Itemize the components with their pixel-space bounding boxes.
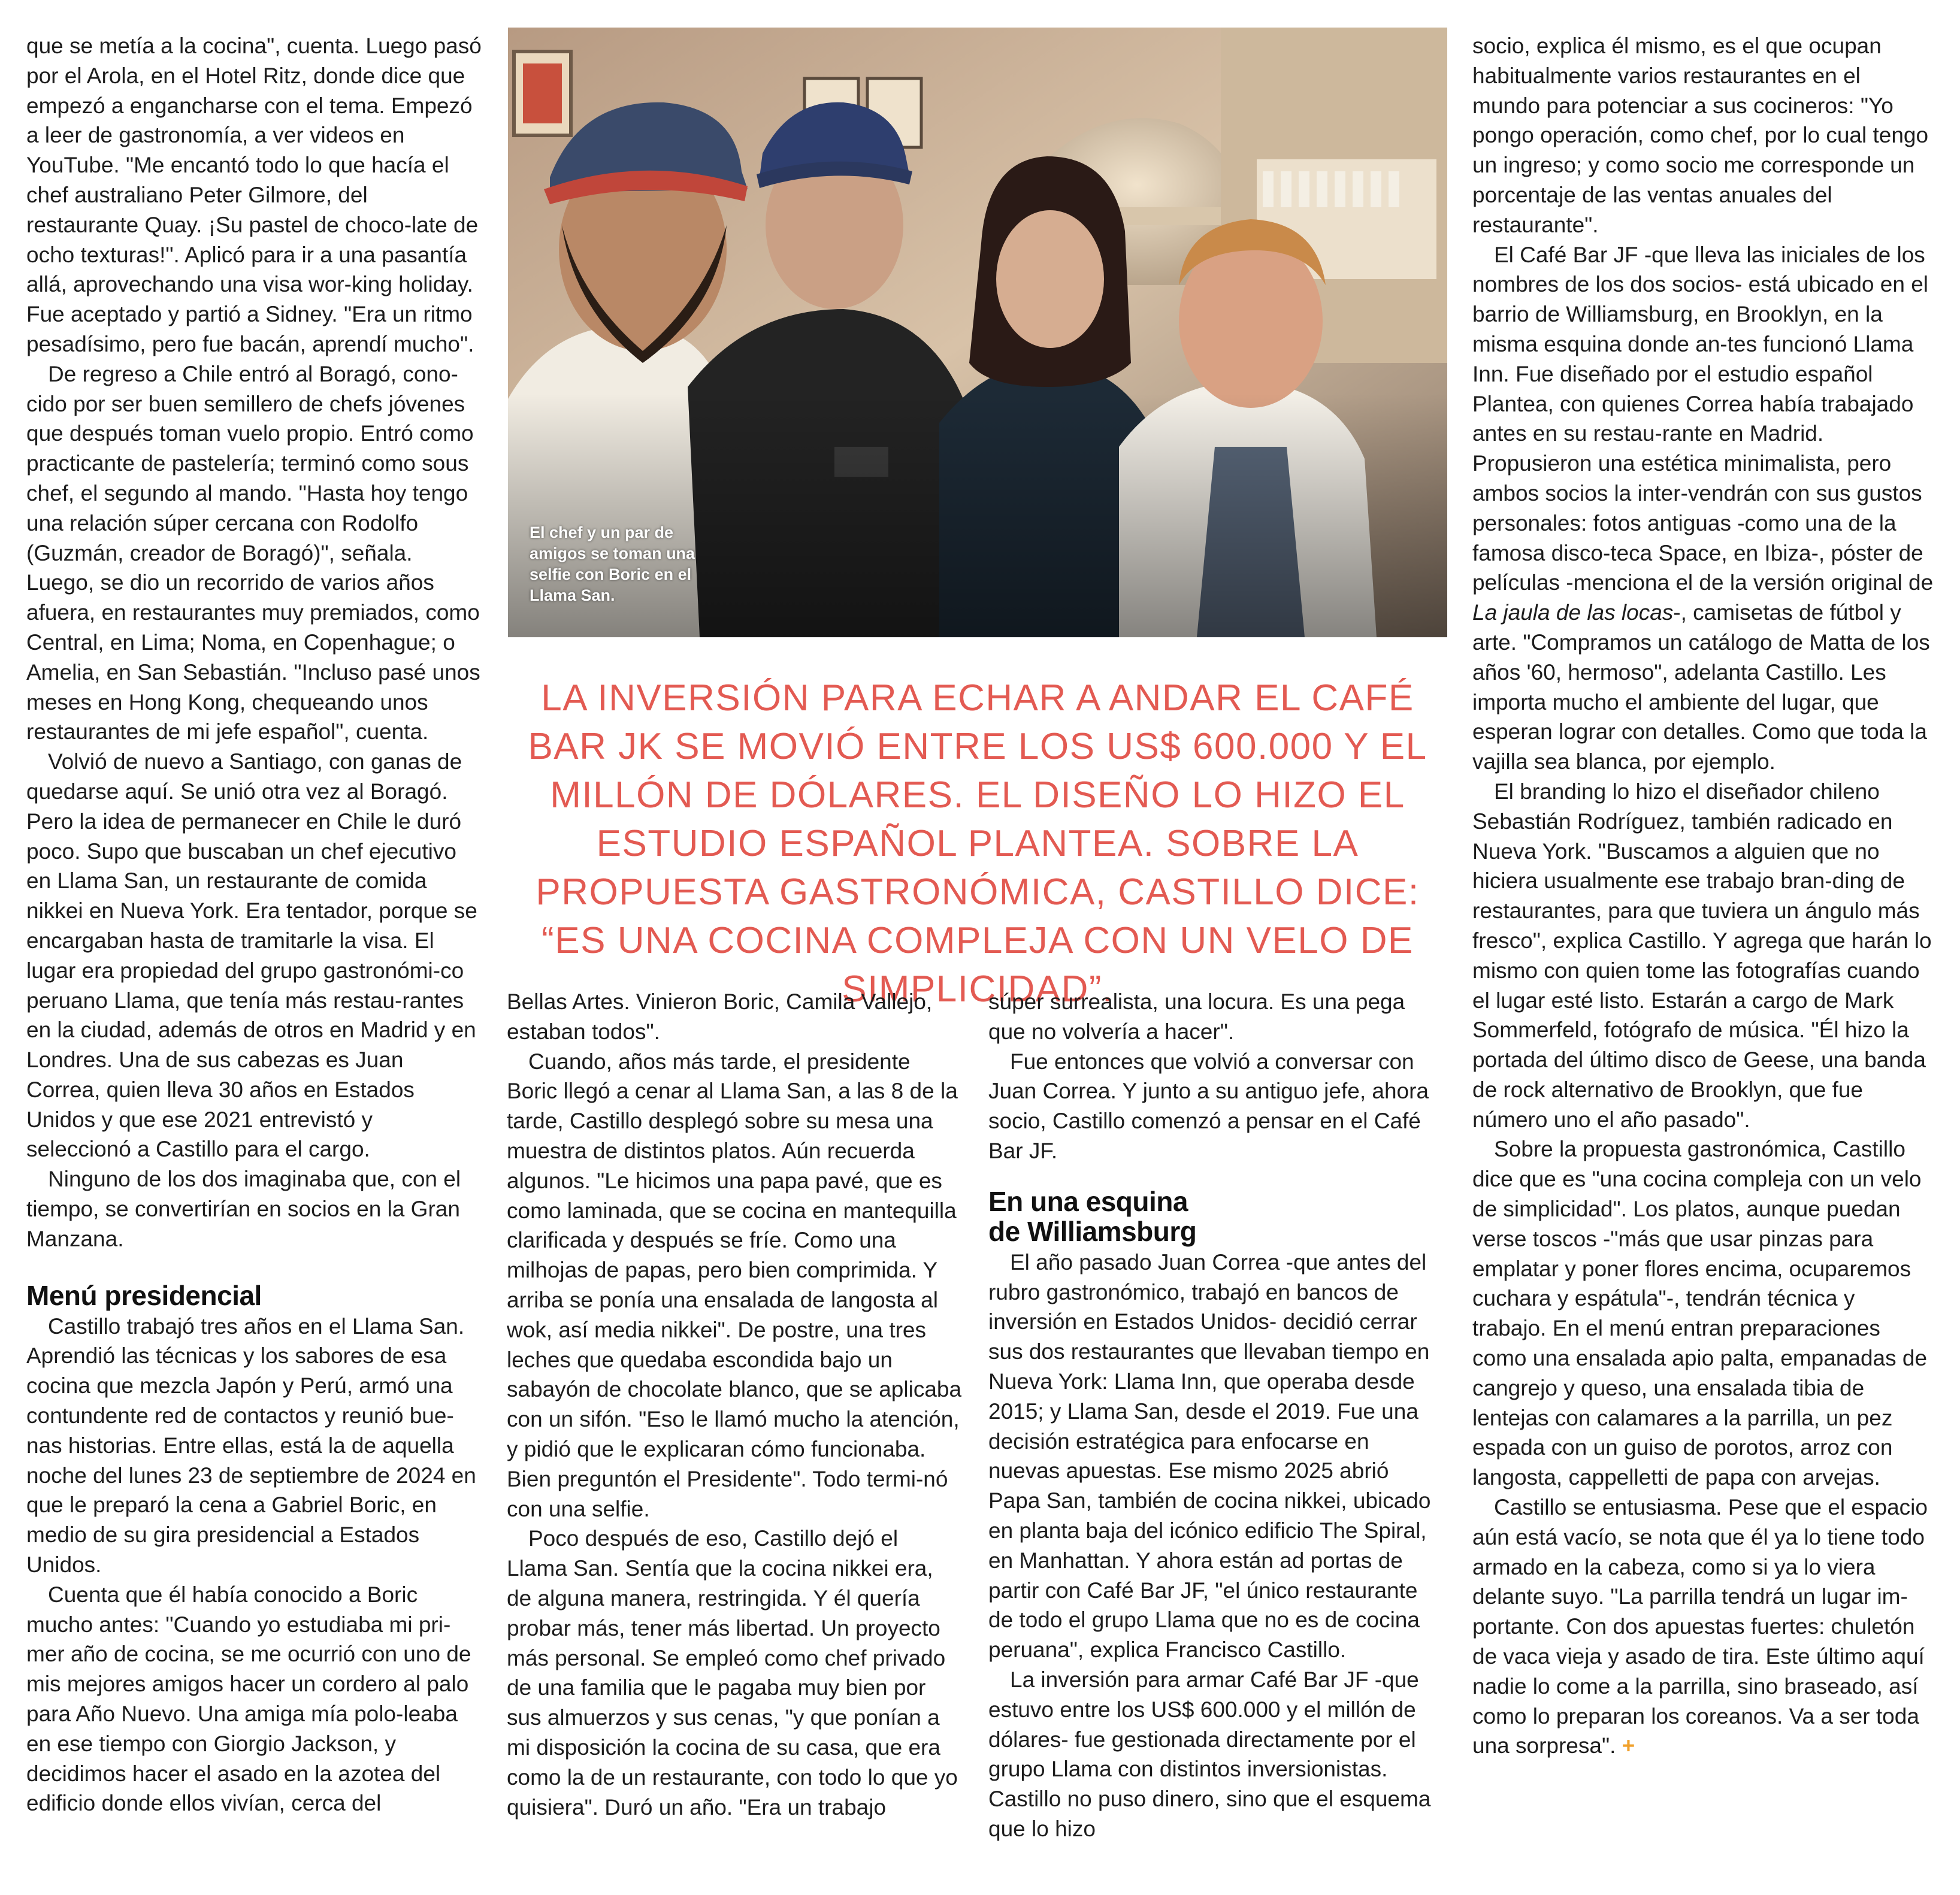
end-mark: + (1622, 1733, 1635, 1758)
article-paragraph: Ninguno de los dos imaginaba que, con el tiempo, se convertirían en socios en la Gran Manzana. (26, 1167, 461, 1251)
article-column-4 (1472, 31, 1934, 1761)
article-paragraph: La inversión para armar Café Bar JF -que estuvo entre los US$ 600.000 y el millón de dólares- fue gestionada directamente por el grupo Llama con distintos inversionistas. Castillo no puso dinero, sino que el esquema que lo hizo (988, 1667, 1431, 1841)
article-paragraph: que se metía a la cocina", cuenta. Luego pasó por el Arola, en el Hotel Ritz, donde dice que empezó a engancharse con el tema. Empezó a leer de gastronomía, a ver videos en YouTube. "Me encantó todo lo que hacía el chef australiano Peter Gilmore, del restaurante Quay. ¡Su pastel de choco-late de ocho texturas!". Aplicó para ir a una pasantía allá, aprovechando una visa wor-king holiday. Fue aceptado y partió a Sidney. "Era un ritmo pesadísimo, pero fue bacán, aprendí mucho". (26, 34, 482, 356)
section-heading-williamsburg (988, 1186, 1444, 1246)
article-paragraph: Cuando, años más tarde, el presidente Boric llegó a cenar al Llama San, a las 8 de la tarde, Castillo desplegó sobre su mesa una muestra de distintos platos. Aún recuerda algunos. "Le hicimos una papa pavé, que es como laminada, que se cocina en mantequilla clarificada y después se fríe. Como una milhojas de papas, pero bien comprimida. Y arriba se ponía una ensalada de langosta al wok, así media nikkei". De postre, una tres leches que quedaba escondida bajo un sabayón de chocolate blanco, que se aplicaba con un sifón. "Eso le llamó mucho la atención, y pidió que le explicaran cómo funcionaba. Bien preguntón el Presidente". Todo termi-nó con una selfie. (507, 1049, 962, 1521)
article-column-3 (988, 987, 1444, 1844)
article-paragraph (1472, 240, 1934, 777)
pull-quote: LA INVERSIÓN PARA ECHAR A ANDAR EL CAFÉ BAR JK SE MOVIÓ ENTRE LOS US$ 600.000 Y EL MILLÓN DE DÓLARES. EL DISEÑO LO HIZO EL ESTUDIO ESPAÑOL PLANTEA. SOBRE LA PROPUESTA GASTRONÓMICA, CASTILLO DICE: “ES UNA COCINA COMPLEJA CON UN VELO DE SIMPLICIDAD”. (528, 677, 1427, 1010)
article-paragraph: Castillo trabajó tres años en el Llama San. Aprendió las técnicas y los sabores de esa cocina que mezcla Japón y Perú, armó una contundente red de contactos y reunió bue-nas historias. Entre ellas, está la de aquella noche del lunes 23 de septiembre de 2024 en que le preparó la cena a Gabriel Boric, en medio de su gira presidencial a Estados Unidos. (26, 1313, 476, 1578)
article-paragraph: Sobre la propuesta gastronómica, Castillo dice que es "una cocina compleja con un velo de simplicidad". Los platos, aunque puedan verse toscos -"más que usar pinzas para emplatar y poner flores encima, ocuparemos cuchara y espátula"-, tendrán técnica y trabajo. En el menú entran preparaciones como una ensalada apio palta, empanadas de cangrejo y queso, una ensalada tibia de lentejas con calamares a la parrilla, un pez espada con un guiso de porotos, arroz con langosta, cappelletti de papa con arvejas. (1472, 1137, 1928, 1490)
article-paragraph: Volvió de nuevo a Santiago, con ganas de quedarse aquí. Se unió otra vez al Boragó. Pero la idea de permanecer en Chile le duró poco. Supo que buscaban un chef ejecutivo en Llama San, un restaurante de comida nikkei en Nueva York. Era tentador, porque se encargaban hasta de tramitarle la visa. El lugar era propiedad del grupo gastronómi-co peruano Llama, que tenía más restau-rantes en la ciudad, además de otros en Madrid y en Londres. Una de sus cabezas es Juan Correa, quien lleva 30 años en Estados Unidos y que ese 2021 entrevistó y seleccionó a Castillo para el cargo. (26, 749, 477, 1162)
article-column-1 (26, 31, 482, 1818)
article-paragraph: súper surrealista, una locura. Es una pega que no volvería a hacer". (988, 989, 1405, 1044)
photo-caption: El chef y un par de amigos se toman una selfie con Boric en el Llama San. (530, 523, 695, 604)
section-heading-line: En una esquina (988, 1185, 1188, 1217)
article-paragraph: El branding lo hizo el diseñador chileno Sebastián Rodríguez, también radicado en Nueva York. "Buscamos a alguien que no hiciera usualmente ese trabajo bran-ding de restaurantes, para que tuviera un ángulo más fresco", explica Castillo. Y agrega que harán lo mismo con quien tome las fotografías cuando el lugar esté listo. Estarán a cargo de Mark Sommerfeld, fotógrafo de música. "Él hizo la portada del último disco de Geese, una banda de rock alternativo de Brooklyn, que fue número uno el año pasado". (1472, 779, 1932, 1132)
article-paragraph (1472, 1493, 1934, 1761)
article-paragraph: De regreso a Chile entró al Boragó, cono-cido por ser buen semillero de chefs jóvenes que después toman vuelo propio. Entró como practicante de pastelería; terminó como sous chef, el segundo al mando. "Hasta hoy tengo una relación súper cercana con Rodolfo (Guzmán, creador de Boragó)", señala. Luego, se dio un recorrido de varios años afuera, en restaurantes muy premiados, como Central, en Lima; Noma, en Copenhague; o Amelia, en San Sebastián. "Incluso pasé unos meses en Hong Kong, chequeando unos restaurantes de mi jefe español", cuenta. (26, 361, 480, 744)
article-paragraph: socio, explica él mismo, es el que ocupan habitualmente varios restaurantes en el mundo para potenciar a sus cocineros: "Yo pongo operación, como chef, por lo cual tengo un ingreso; y como socio me corresponde un porcentaje de las ventas anuales del restaurante". (1472, 34, 1929, 237)
article-paragraph: Cuenta que él había conocido a Boric mucho antes: "Cuando yo estudiaba mi pri-mer año de cocina, se me ocurrió con uno de mis mejores amigos hacer un cordero al palo para Año Nuevo. Una amiga mía polo-leaba en ese tiempo con Giorgio Jackson, y decidimos hacer el asado en la azotea del edificio donde ellos vivían, cerca del (26, 1582, 471, 1816)
paragraph-text: Castillo se entusiasma. Pese que el espacio aún está vacío, se nota que él ya lo tiene todo armado en la cabeza, como si ya lo viera delante suyo. "La parrilla tendrá un lugar im-portante. Con dos apuestas fuertes: chuletón de vaca vieja y asado de tira. Este último aquí nadie lo come a la parrilla, sino braseado, así como lo preparan los coreanos. Va a ser toda una sorpresa". (1472, 1495, 1928, 1758)
paragraph-text: El Café Bar JF -que lleva las iniciales de los nombres de los dos socios- está ubicado en el barrio de Williamsburg, en Brooklyn, en la misma esquina donde an-tes funcionó Llama Inn. Fue diseñado por el estudio español Plantea, con quienes Correa había trabajado antes en su restau-rante en Madrid. Propusieron una estética minimalista, pero ambos socios la inter-vendrán con sus gustos personales: fotos antiguas -como una de la famosa disco-teca Space, en Ibiza-, póster de películas -menciona el de la versión original de (1472, 242, 1934, 595)
paragraph-text: -, camisetas de fútbol y arte. "Compramos un catálogo de Matta de los años '60, hermoso", adelanta Castillo. Les importa mucho el ambiente del lugar, que esperan lograr con detalles. Como que toda la vajilla sea blanca, por ejemplo. (1472, 600, 1930, 774)
section-heading-menu-presidencial: Menú presidencial (26, 1279, 262, 1311)
article-paragraph: Bellas Artes. Vinieron Boric, Camila Vallejo, estaban todos". (507, 989, 933, 1044)
article-column-2 (507, 987, 962, 1822)
article-paragraph: Fue entonces que volvió a conversar con Juan Correa. Y junto a su antiguo jefe, ahora socio, Castillo comenzó a pensar en el Café Bar JF. (988, 1049, 1429, 1163)
section-heading-line: de Williamsburg (988, 1215, 1197, 1247)
article-paragraph: Poco después de eso, Castillo dejó el Llama San. Sentía que la cocina nikkei era, de alguna manera, restringida. Y él quería probar más, tener más libertad. Un proyecto más personal. Se empleó como chef privado de una familia que le pagaba muy bien por sus almuerzos y sus cenas, "y que ponían a mi disposición la cocina de su casa, que era como la de un restaurante, con todo lo que yo quisiera". Duró un año. "Era un trabajo (507, 1526, 958, 1820)
film-title: La jaula de las locas (1472, 600, 1674, 625)
article-paragraph: El año pasado Juan Correa -que antes del rubro gastronómico, trabajó en bancos de inversión en Estados Unidos- decidió cerrar sus dos restaurantes que llevaban tiempo en Nueva York: Llama Inn, que operaba desde 2015; y Llama San, desde el 2019. Fue una decisión estratégica para enfocarse en nuevas apuestas. Ese mismo 2025 abrió Papa San, también de cocina nikkei, ubicado en planta baja del icónico edificio The Spiral, en Manhattan. Y ahora están ad portas de partir con Café Bar JF, "el único restaurante de todo el grupo Llama que no es de cocina peruana", explica Francisco Castillo. (988, 1249, 1431, 1663)
